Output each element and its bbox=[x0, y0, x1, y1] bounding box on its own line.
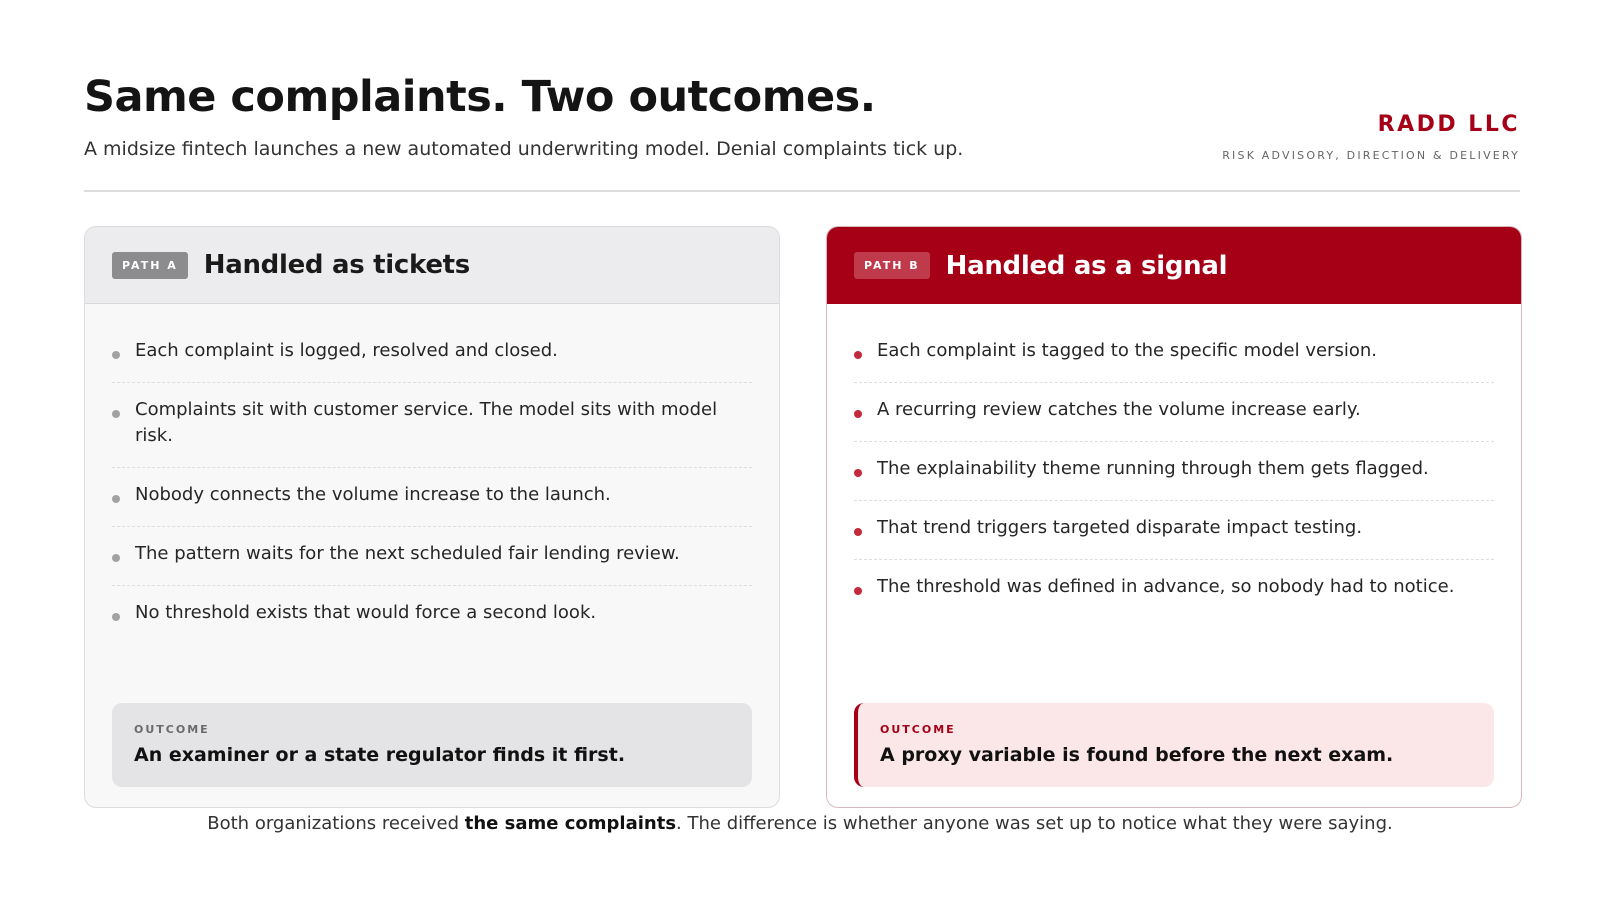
bullet-dot bbox=[854, 469, 862, 477]
page-title: Same complaints. Two outcomes. bbox=[84, 72, 876, 122]
list-item bbox=[112, 468, 752, 527]
bullet-dot bbox=[112, 613, 120, 621]
path-b-outcome bbox=[854, 703, 1494, 787]
list-item bbox=[112, 383, 752, 468]
bullet-dot bbox=[112, 410, 120, 418]
page-header bbox=[84, 64, 1520, 192]
list-item bbox=[854, 324, 1494, 383]
bullet-dot bbox=[854, 587, 862, 595]
page-subtitle: A midsize fintech launches a new automated underwriting model. Denial complaints tick up. bbox=[84, 138, 964, 160]
list-item-text: Complaints sit with customer service. The model sits with model risk. bbox=[135, 399, 718, 446]
list-item-text: Each complaint is logged, resolved and closed. bbox=[135, 340, 558, 361]
bullet-dot bbox=[854, 528, 862, 536]
list-item-text: Each complaint is tagged to the specific model version. bbox=[877, 340, 1377, 361]
path-b-list bbox=[854, 324, 1494, 618]
list-item bbox=[854, 442, 1494, 501]
list-item bbox=[854, 383, 1494, 442]
bullet-dot bbox=[112, 351, 120, 359]
outcome-text: A proxy variable is found before the next exam. bbox=[880, 744, 1394, 766]
list-item-text: The threshold was defined in advance, so nobody had to notice. bbox=[877, 576, 1455, 597]
footer-emphasis: the same complaints bbox=[464, 813, 677, 834]
outcome-label: OUTCOME bbox=[134, 723, 210, 736]
brand-name: RADD LLC bbox=[1377, 112, 1520, 137]
path-b-header bbox=[827, 227, 1521, 304]
path-a-list bbox=[112, 324, 752, 644]
brand-tagline: RISK ADVISORY, DIRECTION & DELIVERY bbox=[1222, 149, 1520, 162]
outcome-text: An examiner or a state regulator finds it first. bbox=[134, 744, 626, 766]
list-item bbox=[112, 527, 752, 586]
bullet-dot bbox=[112, 554, 120, 562]
footer-note bbox=[0, 813, 1600, 834]
path-a-title: Handled as tickets bbox=[203, 250, 470, 280]
list-item-text: That trend triggers targeted disparate impact testing. bbox=[877, 517, 1363, 538]
path-b-title: Handled as a signal bbox=[945, 250, 1228, 281]
bullet-dot bbox=[854, 410, 862, 418]
list-item bbox=[112, 324, 752, 383]
list-item bbox=[112, 586, 752, 644]
path-a-card bbox=[84, 226, 780, 808]
path-b-card bbox=[826, 226, 1522, 808]
path-a-badge: PATH A bbox=[112, 252, 188, 279]
footer-text-end: . The difference is whether anyone was set up to notice what they were saying. bbox=[676, 813, 1393, 834]
list-item bbox=[854, 560, 1494, 618]
list-item-text: A recurring review catches the volume increase early. bbox=[877, 399, 1361, 420]
list-item-text: No threshold exists that would force a second look. bbox=[135, 602, 597, 623]
path-b-badge: PATH B bbox=[854, 252, 930, 279]
list-item bbox=[854, 501, 1494, 560]
brand-block bbox=[1222, 112, 1520, 162]
bullet-dot bbox=[112, 495, 120, 503]
bullet-dot bbox=[854, 351, 862, 359]
list-item-text: The explainability theme running through them gets flagged. bbox=[877, 458, 1429, 479]
path-a-outcome bbox=[112, 703, 752, 787]
outcome-label: OUTCOME bbox=[880, 723, 956, 736]
footer-text-start: Both organizations received bbox=[207, 813, 465, 834]
list-item-text: Nobody connects the volume increase to the launch. bbox=[135, 484, 611, 505]
path-a-header bbox=[85, 227, 779, 304]
list-item-text: The pattern waits for the next scheduled fair lending review. bbox=[135, 543, 680, 564]
